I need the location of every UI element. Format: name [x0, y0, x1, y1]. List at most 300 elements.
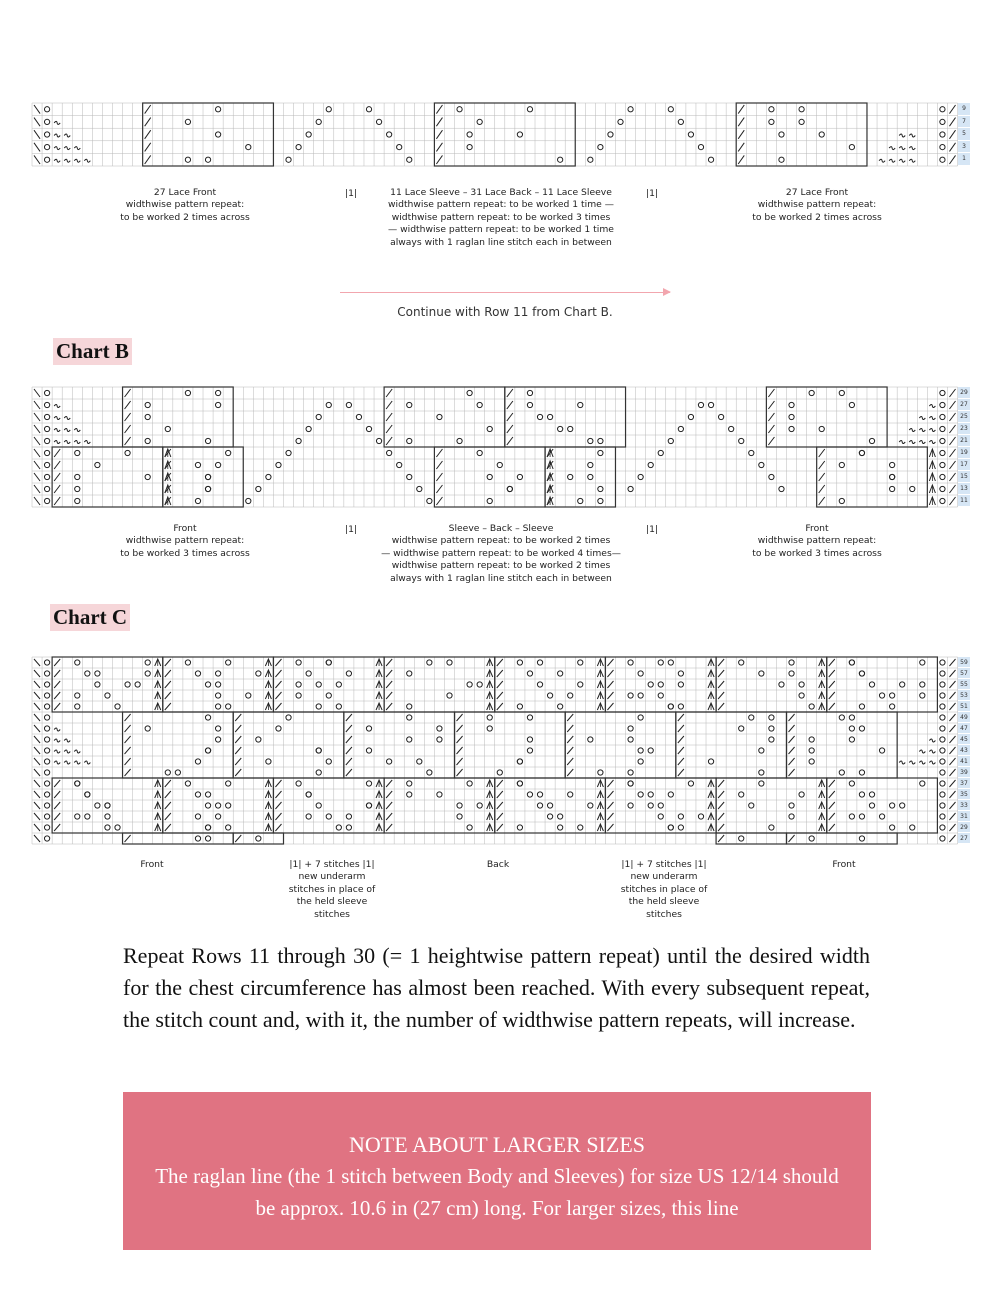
- k2tog-symbol: [768, 389, 774, 397]
- yo-symbol: [588, 157, 593, 162]
- yo-symbol: [366, 748, 371, 753]
- yo-symbol: [628, 660, 633, 665]
- k2tog-symbol: [829, 659, 835, 666]
- yo-symbol: [75, 450, 80, 455]
- k2tog-symbol: [949, 769, 955, 776]
- yo-symbol: [437, 414, 442, 419]
- yo-symbol: [95, 682, 100, 687]
- cdd-symbol: [155, 703, 161, 710]
- yo-symbol: [890, 803, 895, 808]
- cdd-symbol: [597, 670, 603, 677]
- tilde-symbol: [929, 750, 935, 753]
- k2tog-symbol: [275, 692, 281, 699]
- continue-arrow: [340, 292, 670, 319]
- tilde-symbol: [899, 159, 905, 162]
- yo-symbol: [256, 836, 261, 841]
- yo-symbol: [568, 693, 573, 698]
- k2tog-symbol: [819, 497, 825, 505]
- yo-symbol: [376, 438, 381, 443]
- tilde-symbol: [64, 739, 70, 742]
- yo-symbol: [105, 803, 110, 808]
- yo-symbol: [296, 682, 301, 687]
- yo-symbol: [477, 119, 482, 124]
- yo-symbol: [729, 426, 734, 431]
- yo-symbol: [487, 426, 492, 431]
- yo-symbol: [467, 682, 472, 687]
- yo-symbol: [44, 438, 49, 443]
- cdd-symbol: [597, 824, 603, 831]
- k2tog-symbol: [275, 659, 281, 666]
- ssk-symbol: [34, 155, 40, 164]
- yo-symbol: [427, 498, 432, 503]
- k2tog-symbol: [497, 813, 503, 820]
- yo-symbol: [849, 814, 854, 819]
- cdd-symbol: [265, 681, 271, 688]
- tilde-symbol: [74, 429, 80, 432]
- yo-symbol: [537, 660, 542, 665]
- yo-symbol: [215, 462, 220, 467]
- tilde-symbol: [919, 761, 925, 764]
- yo-symbol: [940, 836, 945, 841]
- yo-symbol: [75, 498, 80, 503]
- yo-symbol: [205, 438, 210, 443]
- ssk-symbol: [34, 143, 40, 152]
- yo-symbol: [44, 836, 49, 841]
- k2tog-symbol: [436, 155, 442, 164]
- yo-symbol: [859, 726, 864, 731]
- chart-b-caption-front-right: Front widthwise pattern repeat: to be worked 3 times across: [752, 523, 882, 559]
- k2tog-symbol: [125, 425, 131, 433]
- yo-symbol: [44, 704, 49, 709]
- k2tog-symbol: [145, 105, 151, 114]
- yo-symbol: [276, 462, 281, 467]
- yo-symbol: [658, 814, 663, 819]
- yo-symbol: [940, 693, 945, 698]
- k2tog-symbol: [165, 802, 171, 809]
- yo-symbol: [125, 450, 130, 455]
- yo-symbol: [417, 759, 422, 764]
- yo-symbol: [44, 414, 49, 419]
- k2tog-symbol: [738, 105, 744, 114]
- yo-symbol: [849, 726, 854, 731]
- tilde-symbol: [64, 750, 70, 753]
- yo-symbol: [940, 144, 945, 149]
- yo-symbol: [558, 704, 563, 709]
- yo-symbol: [145, 402, 150, 407]
- k2tog-symbol: [829, 703, 835, 710]
- yo-symbol: [618, 119, 623, 124]
- tilde-symbol: [929, 761, 935, 764]
- yo-symbol: [547, 693, 552, 698]
- chart-a-caption-front-left: 27 Lace Front widthwise pattern repeat: to be worked 2 times across: [120, 187, 250, 223]
- yo-symbol: [44, 748, 49, 753]
- k2tog-symbol: [436, 461, 442, 469]
- yo-symbol: [920, 693, 925, 698]
- k2tog-symbol: [718, 703, 724, 710]
- yo-symbol: [326, 402, 331, 407]
- k2tog-symbol: [165, 824, 171, 831]
- tilde-symbol: [919, 429, 925, 432]
- cdd-symbol: [265, 670, 271, 677]
- yo-symbol: [537, 414, 542, 419]
- tilde-symbol: [929, 429, 935, 432]
- cdd-symbol: [819, 692, 825, 699]
- yo-symbol: [105, 693, 110, 698]
- chart-b-grid: [32, 387, 958, 507]
- k2tog-symbol: [436, 497, 442, 505]
- ssk-symbol: [34, 659, 40, 666]
- yo-symbol: [698, 144, 703, 149]
- yo-symbol: [789, 671, 794, 676]
- k2tog-symbol: [718, 813, 724, 820]
- k2tog-symbol: [386, 413, 392, 421]
- yo-symbol: [588, 737, 593, 742]
- tilde-symbol: [929, 739, 935, 742]
- yo-symbol: [940, 462, 945, 467]
- tilde-symbol: [84, 761, 90, 764]
- k2tog-symbol: [457, 758, 463, 765]
- k2tog-symbol: [165, 692, 171, 699]
- cdd-symbol: [487, 659, 493, 666]
- cdd-symbol: [597, 703, 603, 710]
- k2tog-symbol: [507, 413, 513, 421]
- yo-symbol: [739, 836, 744, 841]
- chart-a-caption-front-right: 27 Lace Front widthwise pattern repeat: to be worked 2 times across: [752, 187, 882, 223]
- yo-symbol: [578, 660, 583, 665]
- tilde-symbol: [64, 761, 70, 764]
- k2tog-symbol: [678, 747, 684, 754]
- cdd-symbol: [929, 473, 935, 481]
- yo-symbol: [940, 671, 945, 676]
- cdd-symbol: [376, 824, 382, 831]
- chart-b-raglan-marker-left: |1|: [345, 524, 358, 535]
- yo-symbol: [246, 498, 251, 503]
- yo-symbol: [44, 726, 49, 731]
- yo-symbol: [910, 825, 915, 830]
- yo-symbol: [859, 450, 864, 455]
- yo-symbol: [185, 390, 190, 395]
- yo-symbol: [75, 660, 80, 665]
- k2tog-symbol: [949, 692, 955, 699]
- yo-symbol: [326, 814, 331, 819]
- yo-symbol: [638, 474, 643, 479]
- chart-a-row-numbers: [958, 103, 970, 166]
- yo-symbol: [678, 119, 683, 124]
- k2tog-symbol: [678, 736, 684, 743]
- cdd-symbol: [265, 813, 271, 820]
- yo-symbol: [568, 426, 573, 431]
- yo-symbol: [527, 390, 532, 395]
- yo-symbol: [839, 770, 844, 775]
- ssk-symbol: [34, 725, 40, 732]
- yo-symbol: [205, 825, 210, 830]
- cdd-symbol: [819, 681, 825, 688]
- k2tog-symbol: [829, 791, 835, 798]
- chart-b-caption-front-left: Front widthwise pattern repeat: to be worked 3 times across: [120, 523, 250, 559]
- yo-symbol: [527, 715, 532, 720]
- cdd-symbol: [487, 681, 493, 688]
- row-number: 39: [958, 767, 970, 778]
- yo-symbol: [135, 682, 140, 687]
- yo-symbol: [940, 825, 945, 830]
- tilde-symbol: [929, 441, 935, 444]
- cdd-symbol: [487, 692, 493, 699]
- yo-symbol: [246, 144, 251, 149]
- row-number: 1: [958, 153, 970, 166]
- k2tog-symbol: [949, 461, 955, 469]
- yo-symbol: [558, 814, 563, 819]
- k2tog-symbol: [607, 824, 613, 831]
- k2tog-symbol: [165, 791, 171, 798]
- yo-symbol: [477, 450, 482, 455]
- cdd-symbol: [376, 813, 382, 820]
- k2tog-symbol: [125, 725, 131, 732]
- yo-symbol: [306, 132, 311, 137]
- k2tog-symbol: [54, 802, 60, 809]
- k2tog-symbol: [54, 703, 60, 710]
- k2tog-symbol: [235, 747, 241, 754]
- k2tog-symbol: [457, 736, 463, 743]
- k2tog-symbol: [145, 155, 151, 164]
- k2tog-symbol: [949, 143, 955, 152]
- chart-c-row-numbers: [958, 657, 970, 844]
- yo-symbol: [487, 726, 492, 731]
- k2tog-symbol: [165, 780, 171, 787]
- yo-symbol: [195, 814, 200, 819]
- k2tog-symbol: [718, 780, 724, 787]
- yo-symbol: [75, 704, 80, 709]
- k2tog-symbol: [54, 813, 60, 820]
- k2tog-symbol: [125, 769, 131, 776]
- cdd-symbol: [708, 681, 714, 688]
- k2tog-symbol: [819, 461, 825, 469]
- yo-symbol: [467, 144, 472, 149]
- k2tog-symbol: [346, 714, 352, 721]
- k2tog-symbol: [235, 758, 241, 765]
- cdd-symbol: [597, 802, 603, 809]
- yo-symbol: [487, 715, 492, 720]
- yo-symbol: [44, 781, 49, 786]
- yo-symbol: [215, 402, 220, 407]
- cdd-symbol: [819, 791, 825, 798]
- yo-symbol: [779, 132, 784, 137]
- yo-symbol: [940, 803, 945, 808]
- tilde-symbol: [84, 159, 90, 162]
- tilde-symbol: [54, 405, 60, 408]
- yo-symbol: [215, 814, 220, 819]
- k2tog-symbol: [497, 780, 503, 787]
- yo-symbol: [467, 781, 472, 786]
- yo-symbol: [215, 803, 220, 808]
- yo-symbol: [547, 803, 552, 808]
- k2tog-symbol: [346, 758, 352, 765]
- k2tog-symbol: [718, 824, 724, 831]
- k2tog-symbol: [497, 791, 503, 798]
- ssk-symbol: [34, 714, 40, 721]
- yo-symbol: [165, 770, 170, 775]
- k2tog-symbol: [567, 769, 573, 776]
- tilde-symbol: [54, 121, 60, 124]
- chart-c-label-back: Back: [486, 859, 510, 870]
- yo-symbol: [296, 144, 301, 149]
- row-number: 33: [958, 800, 970, 811]
- yo-symbol: [759, 781, 764, 786]
- row-number: 3: [958, 141, 970, 154]
- yo-symbol: [718, 414, 723, 419]
- row-number: 21: [958, 435, 970, 447]
- yo-symbol: [940, 157, 945, 162]
- yo-symbol: [75, 474, 80, 479]
- k2tog-symbol: [829, 670, 835, 677]
- k2tog-symbol: [949, 725, 955, 732]
- yo-symbol: [658, 803, 663, 808]
- k2tog-symbol: [829, 824, 835, 831]
- k2tog-symbol: [607, 813, 613, 820]
- tilde-symbol: [54, 147, 60, 150]
- yo-symbol: [316, 682, 321, 687]
- yo-symbol: [537, 803, 542, 808]
- yo-symbol: [598, 450, 603, 455]
- cdd-symbol: [597, 813, 603, 820]
- yo-symbol: [890, 825, 895, 830]
- k2tog-symbol: [497, 703, 503, 710]
- yo-symbol: [809, 836, 814, 841]
- yo-symbol: [205, 792, 210, 797]
- yo-symbol: [387, 450, 392, 455]
- k2tog-symbol: [829, 813, 835, 820]
- yo-symbol: [316, 748, 321, 753]
- yo-symbol: [215, 726, 220, 731]
- k2tog-symbol: [718, 802, 724, 809]
- yo-symbol: [205, 474, 210, 479]
- yo-symbol: [85, 671, 90, 676]
- k2tog-symbol: [386, 659, 392, 666]
- yo-symbol: [678, 671, 683, 676]
- row-number: 29: [958, 387, 970, 399]
- row-number: 55: [958, 679, 970, 690]
- yo-symbol: [859, 671, 864, 676]
- k2tog-symbol: [386, 670, 392, 677]
- body-paragraph: Repeat Rows 11 through 30 (= 1 heightwise pattern repeat) until the desired width for the chest circumference has almost been reached. With every subsequent repeat, the stitch count and, with it, the number of widthwise pattern repeats, will increase.: [123, 943, 870, 1032]
- cdd-symbol: [376, 703, 382, 710]
- k2tog-symbol: [275, 670, 281, 677]
- k2tog-symbol: [738, 118, 744, 127]
- cdd-symbol: [265, 780, 271, 787]
- yo-symbol: [205, 748, 210, 753]
- tilde-symbol: [74, 761, 80, 764]
- k2tog-symbol: [235, 769, 241, 776]
- row-number: 17: [958, 459, 970, 471]
- yo-symbol: [940, 132, 945, 137]
- yo-symbol: [779, 157, 784, 162]
- k2tog-symbol: [949, 437, 955, 445]
- ssk-symbol: [34, 747, 40, 754]
- yo-symbol: [296, 693, 301, 698]
- tilde-symbol: [889, 159, 895, 162]
- tilde-symbol: [54, 739, 60, 742]
- yo-symbol: [246, 693, 251, 698]
- yo-symbol: [226, 660, 231, 665]
- tilde-symbol: [54, 761, 60, 764]
- k2tog-symbol: [386, 813, 392, 820]
- tilde-symbol: [54, 750, 60, 753]
- ssk-symbol: [34, 703, 40, 710]
- yo-symbol: [427, 770, 432, 775]
- yo-symbol: [890, 704, 895, 709]
- yo-symbol: [517, 704, 522, 709]
- row-number: 57: [958, 668, 970, 679]
- k2tog-symbol: [346, 736, 352, 743]
- k2tog-symbol: [819, 449, 825, 457]
- k2tog-symbol: [829, 681, 835, 688]
- yo-symbol: [517, 660, 522, 665]
- k2tog-symbol: [386, 437, 392, 445]
- row-number: 41: [958, 756, 970, 767]
- cdd-symbol: [708, 824, 714, 831]
- k2tog-symbol: [145, 130, 151, 139]
- yo-symbol: [366, 107, 371, 112]
- k2tog-symbol: [567, 725, 573, 732]
- yo-symbol: [175, 770, 180, 775]
- yo-symbol: [638, 759, 643, 764]
- yo-symbol: [547, 414, 552, 419]
- yo-symbol: [628, 781, 633, 786]
- yo-symbol: [44, 770, 49, 775]
- yo-symbol: [205, 803, 210, 808]
- k2tog-symbol: [386, 401, 392, 409]
- chart-b-title: Chart B: [53, 338, 132, 365]
- yo-symbol: [467, 390, 472, 395]
- yo-symbol: [739, 726, 744, 731]
- yo-symbol: [688, 414, 693, 419]
- k2tog-symbol: [457, 714, 463, 721]
- yo-symbol: [668, 825, 673, 830]
- row-number: 5: [958, 128, 970, 141]
- cdd-symbol: [376, 692, 382, 699]
- yo-symbol: [95, 462, 100, 467]
- yo-symbol: [537, 792, 542, 797]
- yo-symbol: [638, 792, 643, 797]
- k2tog-symbol: [949, 802, 955, 809]
- yo-symbol: [628, 107, 633, 112]
- chart-b-raglan-marker-right: |1|: [646, 524, 659, 535]
- yo-symbol: [900, 682, 905, 687]
- yo-symbol: [487, 474, 492, 479]
- yo-symbol: [437, 737, 442, 742]
- cdd-symbol: [265, 802, 271, 809]
- k2tog-symbol: [386, 824, 392, 831]
- k2tog-symbol: [145, 118, 151, 127]
- yo-symbol: [497, 462, 502, 467]
- k2tog-symbol: [949, 681, 955, 688]
- yo-symbol: [668, 660, 673, 665]
- yo-symbol: [769, 737, 774, 742]
- continue-text: Continue with Row 11 from Chart B.: [397, 305, 613, 319]
- cdd-symbol: [487, 670, 493, 677]
- k2tog-symbol: [436, 473, 442, 481]
- yo-symbol: [648, 792, 653, 797]
- tilde-symbol: [54, 441, 60, 444]
- k2tog-symbol: [819, 485, 825, 493]
- k2tog-symbol: [567, 747, 573, 754]
- yo-symbol: [890, 693, 895, 698]
- yo-symbol: [940, 426, 945, 431]
- k2tog-symbol: [386, 425, 392, 433]
- tilde-symbol: [909, 429, 915, 432]
- k2tog-symbol: [768, 413, 774, 421]
- tilde-symbol: [899, 761, 905, 764]
- yo-symbol: [940, 107, 945, 112]
